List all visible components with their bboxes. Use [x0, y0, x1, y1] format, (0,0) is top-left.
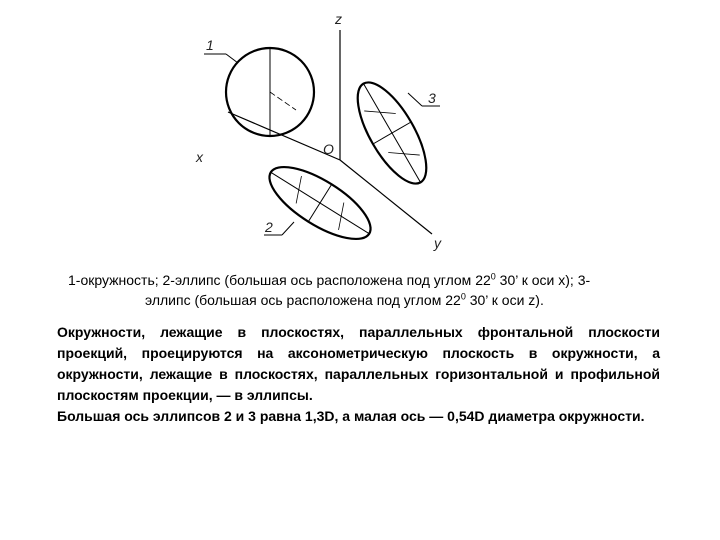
paragraph-2: Большая ось эллипсов 2 и 3 равна 1,3D, а малая ось — 0,54D диаметра окружности.: [57, 408, 645, 424]
origin-label: O: [323, 141, 334, 157]
caption-line-2: эллипс (большая ось расположена под углом $22^0$ 30’ к оси z).: [145, 291, 544, 308]
callout-1: 1: [206, 37, 214, 53]
body-text: [57, 322, 660, 427]
circle-1: [204, 48, 314, 136]
callout-2: 2: [265, 219, 273, 235]
paragraph-1: Окружности, лежащие в плоскостях, параллельных фронтальной плоскости проекций, проецируются на аксонометрическую плоскость в окружности, а окружности, лежащие в плоскостях, параллельных горизонтальной и профильной плоскостям проекции, — в эллипсы.: [57, 324, 660, 403]
ellipse-2: [259, 154, 381, 253]
axis-label-y: y: [434, 235, 441, 251]
y-axis: [340, 160, 432, 234]
axis-label-x: x: [196, 149, 203, 165]
caption-line-1: 1-окружность; 2-эллипс (большая ось расположена под углом $22^0$ 30’ к оси x); 3-: [68, 271, 591, 288]
figure-caption: [68, 270, 668, 310]
callout-3: 3: [428, 90, 436, 106]
axis-label-z: z: [335, 11, 342, 27]
